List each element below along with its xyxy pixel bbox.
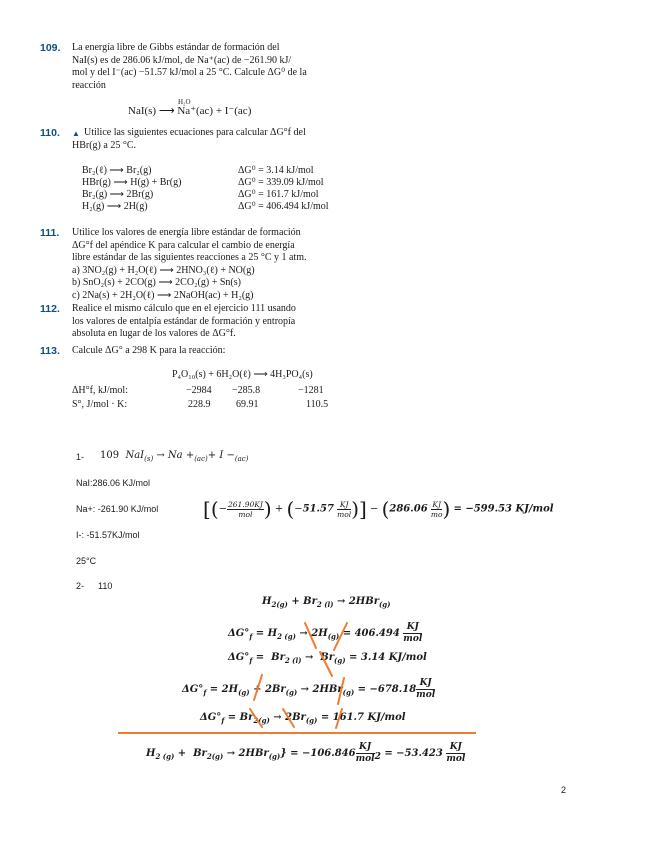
note-1-title: 109 $NaI_{(s)} \to Na +_{(ac)}+ I -_{(ac)}$ <box>100 450 249 463</box>
p112-line: absoluta en lugar de los valores de ΔG°f. <box>72 328 236 339</box>
problem-110-number: 110. <box>40 127 60 139</box>
frac-den: mol <box>355 754 375 764</box>
problem-109-number: 109. <box>40 42 61 54</box>
p110-eq-val: ΔG⁰ = 3.14 kJ/mol <box>238 165 314 176</box>
final-result: = −53.423 <box>384 748 443 759</box>
p113-row-label: ΔH°f, kJ/mol: <box>72 385 128 396</box>
p110-eq-val: ΔG⁰ = 161.7 kJ/mol <box>238 189 319 200</box>
p113-row-label: S°, J/mol · K: <box>72 399 128 410</box>
problem-112-text <box>72 303 362 341</box>
note-na: Na+: -261.90 KJ/mol <box>76 504 159 514</box>
p113-cell: 228.9 <box>188 399 211 410</box>
note-2-line-2: $\Delta G^\circ_f = Br_{2 (l)} \to Br_{(g)} = 3.14$ KJ/mol <box>228 652 427 665</box>
note-2-label: 2- <box>76 581 85 591</box>
problem-111-text <box>72 227 362 302</box>
p109-over-arrow: H₂O <box>178 98 191 106</box>
note-2-target: $H_{2(g)} + Br_{2 (l)} \to 2HBr_{(g)}$ <box>262 596 391 609</box>
note-nai: NaI:286.06 KJ/mol <box>76 478 151 488</box>
problem-111-number: 111. <box>40 227 60 239</box>
note-2-number: 110 <box>98 581 113 591</box>
frac-num: KJ <box>446 742 465 754</box>
p111-item: b) SnO₂(s) + 2CO(g) ⟶ 2CO₂(g) + Sn(s) <box>72 277 241 288</box>
frac-num: KJ <box>432 499 441 509</box>
p113-cell: −1281 <box>298 385 324 396</box>
frac-num: KJ <box>337 500 351 510</box>
p113-cell: −2984 <box>186 385 212 396</box>
calc-result: = −599.53 KJ/mol <box>453 503 554 515</box>
p110-eq-rxn: Br₂(g) ⟶ 2Br(g) <box>82 189 154 200</box>
p111-item: a) 3NO₂(g) + H₂O(ℓ) ⟶ 2HNO₃(ℓ) + NO(g) <box>72 264 255 276</box>
divisor: 2 <box>374 752 381 762</box>
page-number: 2 <box>561 785 567 795</box>
p110-eq-rxn: Br₂(ℓ) ⟶ Br₂(g) <box>82 165 152 176</box>
p113-cell: 69.91 <box>236 399 259 410</box>
note-2-line-1: $\Delta G^\circ_f = H_{2 (g)} \to 2H_{(g)} = 406.494$ $\frac{KJ}{\text{mol}}$ <box>228 622 423 644</box>
p112-line: Realice el mismo cálculo que en el ejercicio 111 usando <box>72 303 296 314</box>
p111-line: Utilice los valores de energía libre estándar de formación <box>72 227 301 238</box>
frac-den: mo <box>430 509 443 519</box>
p109-line: mol y del I⁻(ac) −51.57 kJ/mol a 25 °C. Calcule ΔG⁰ de la <box>72 67 307 78</box>
frac-den: mol <box>238 509 253 519</box>
note-2-sum: $H_{2 (g)} + Br_{2(g)} \to 2HBr_{(g)}\} = -106.846$ $\frac{KJ}{\text{mol}}$ 2 = −53.423 $\frac{KJ}{\text{mol}}$ <box>146 742 466 764</box>
problem-113-number: 113. <box>40 345 60 357</box>
p111-line: ΔG°f del apéndice K para calcular el cambio de energía <box>72 239 295 251</box>
p113-cell: 110.5 <box>306 399 329 410</box>
p110-line: HBr(g) a 25 °C. <box>72 140 136 151</box>
p110-eq-val: ΔG⁰ = 406.494 kJ/mol <box>238 201 329 212</box>
problem-109-text <box>72 42 362 92</box>
note-1-calc: [(− $\frac{261.90KJ}{\text{mol}}$ ) + (−51.57 $\frac{KJ}{\text{mol}}$ )] − (286.06 $\frac{KJ}{mo}$ ) = −599.53 KJ/mol <box>203 497 554 521</box>
p110-eq-rxn: HBr(g) ⟶ H(g) + Br(g) <box>82 177 182 188</box>
note-1-label: 1- <box>76 452 85 462</box>
p111-item: c) 2Na(s) + 2H₂O(ℓ) ⟶ 2NaOH(ac) + H₂(g) <box>72 289 254 301</box>
frac-den: mol <box>446 754 466 764</box>
note-i: I-: -51.57KJ/mol <box>76 530 140 540</box>
note-temp: 25°C <box>76 556 97 566</box>
p109-line: NaI(s) es de 286.06 kJ/mol, de Na⁺(ac) de −261.90 kJ/ <box>72 54 292 66</box>
p113-cell: −285.8 <box>232 385 261 396</box>
p109-reaction: NaI(s) ⟶ Na⁺(ac) + I⁻(ac) <box>128 105 252 117</box>
p112-line: los valores de entalpía estándar de formación y entropía <box>72 315 296 327</box>
sum-divider <box>118 732 476 734</box>
p111-line: libre estándar de las siguientes reacciones a 25 °C y 1 atm. <box>72 252 307 263</box>
p113-line: Calcule ΔG° a 298 K para la reacción: <box>72 345 226 356</box>
frac-num: KJ <box>416 678 435 690</box>
p110-eq-rxn: H₂(g) ⟶ 2H(g) <box>82 201 148 212</box>
problem-112-number: 112. <box>40 303 60 315</box>
frac-den: mol <box>416 690 436 700</box>
p110-eq-val: ΔG⁰ = 339.09 kJ/mol <box>238 177 324 188</box>
triangle-marker-icon: ▲ <box>72 129 80 138</box>
frac-num: KJ <box>356 742 375 754</box>
note-2-line-4: $\Delta G^\circ_f = Br_{2(g)} \to 2Br_{(g)} = 161.7$ KJ/mol <box>200 712 406 725</box>
frac-den: mol <box>403 634 423 644</box>
p113-reaction: P₄O₁₀(s) + 6H₂O(ℓ) ⟶ 4H₃PO₄(s) <box>172 369 313 380</box>
term-value: 286.06 <box>389 503 428 515</box>
frac-den: mol <box>337 509 352 519</box>
p109-line: La energía libre de Gibbs estándar de formación del <box>72 42 280 53</box>
frac-num: KJ <box>403 622 422 634</box>
note-2-line-3: $\Delta G^\circ_f = 2H_{(g)} + 2Br_{(g)} \to 2HBr_{(g)} = -678.18$ $\frac{KJ}{\text{mol}}$ <box>182 678 436 700</box>
p109-line: reacción <box>72 79 106 91</box>
p110-line: Utilice las siguientes ecuaciones para calcular ΔG°f del <box>84 127 306 138</box>
frac-num: 261.90KJ <box>228 499 263 509</box>
term-value: 51.57 <box>302 503 334 515</box>
